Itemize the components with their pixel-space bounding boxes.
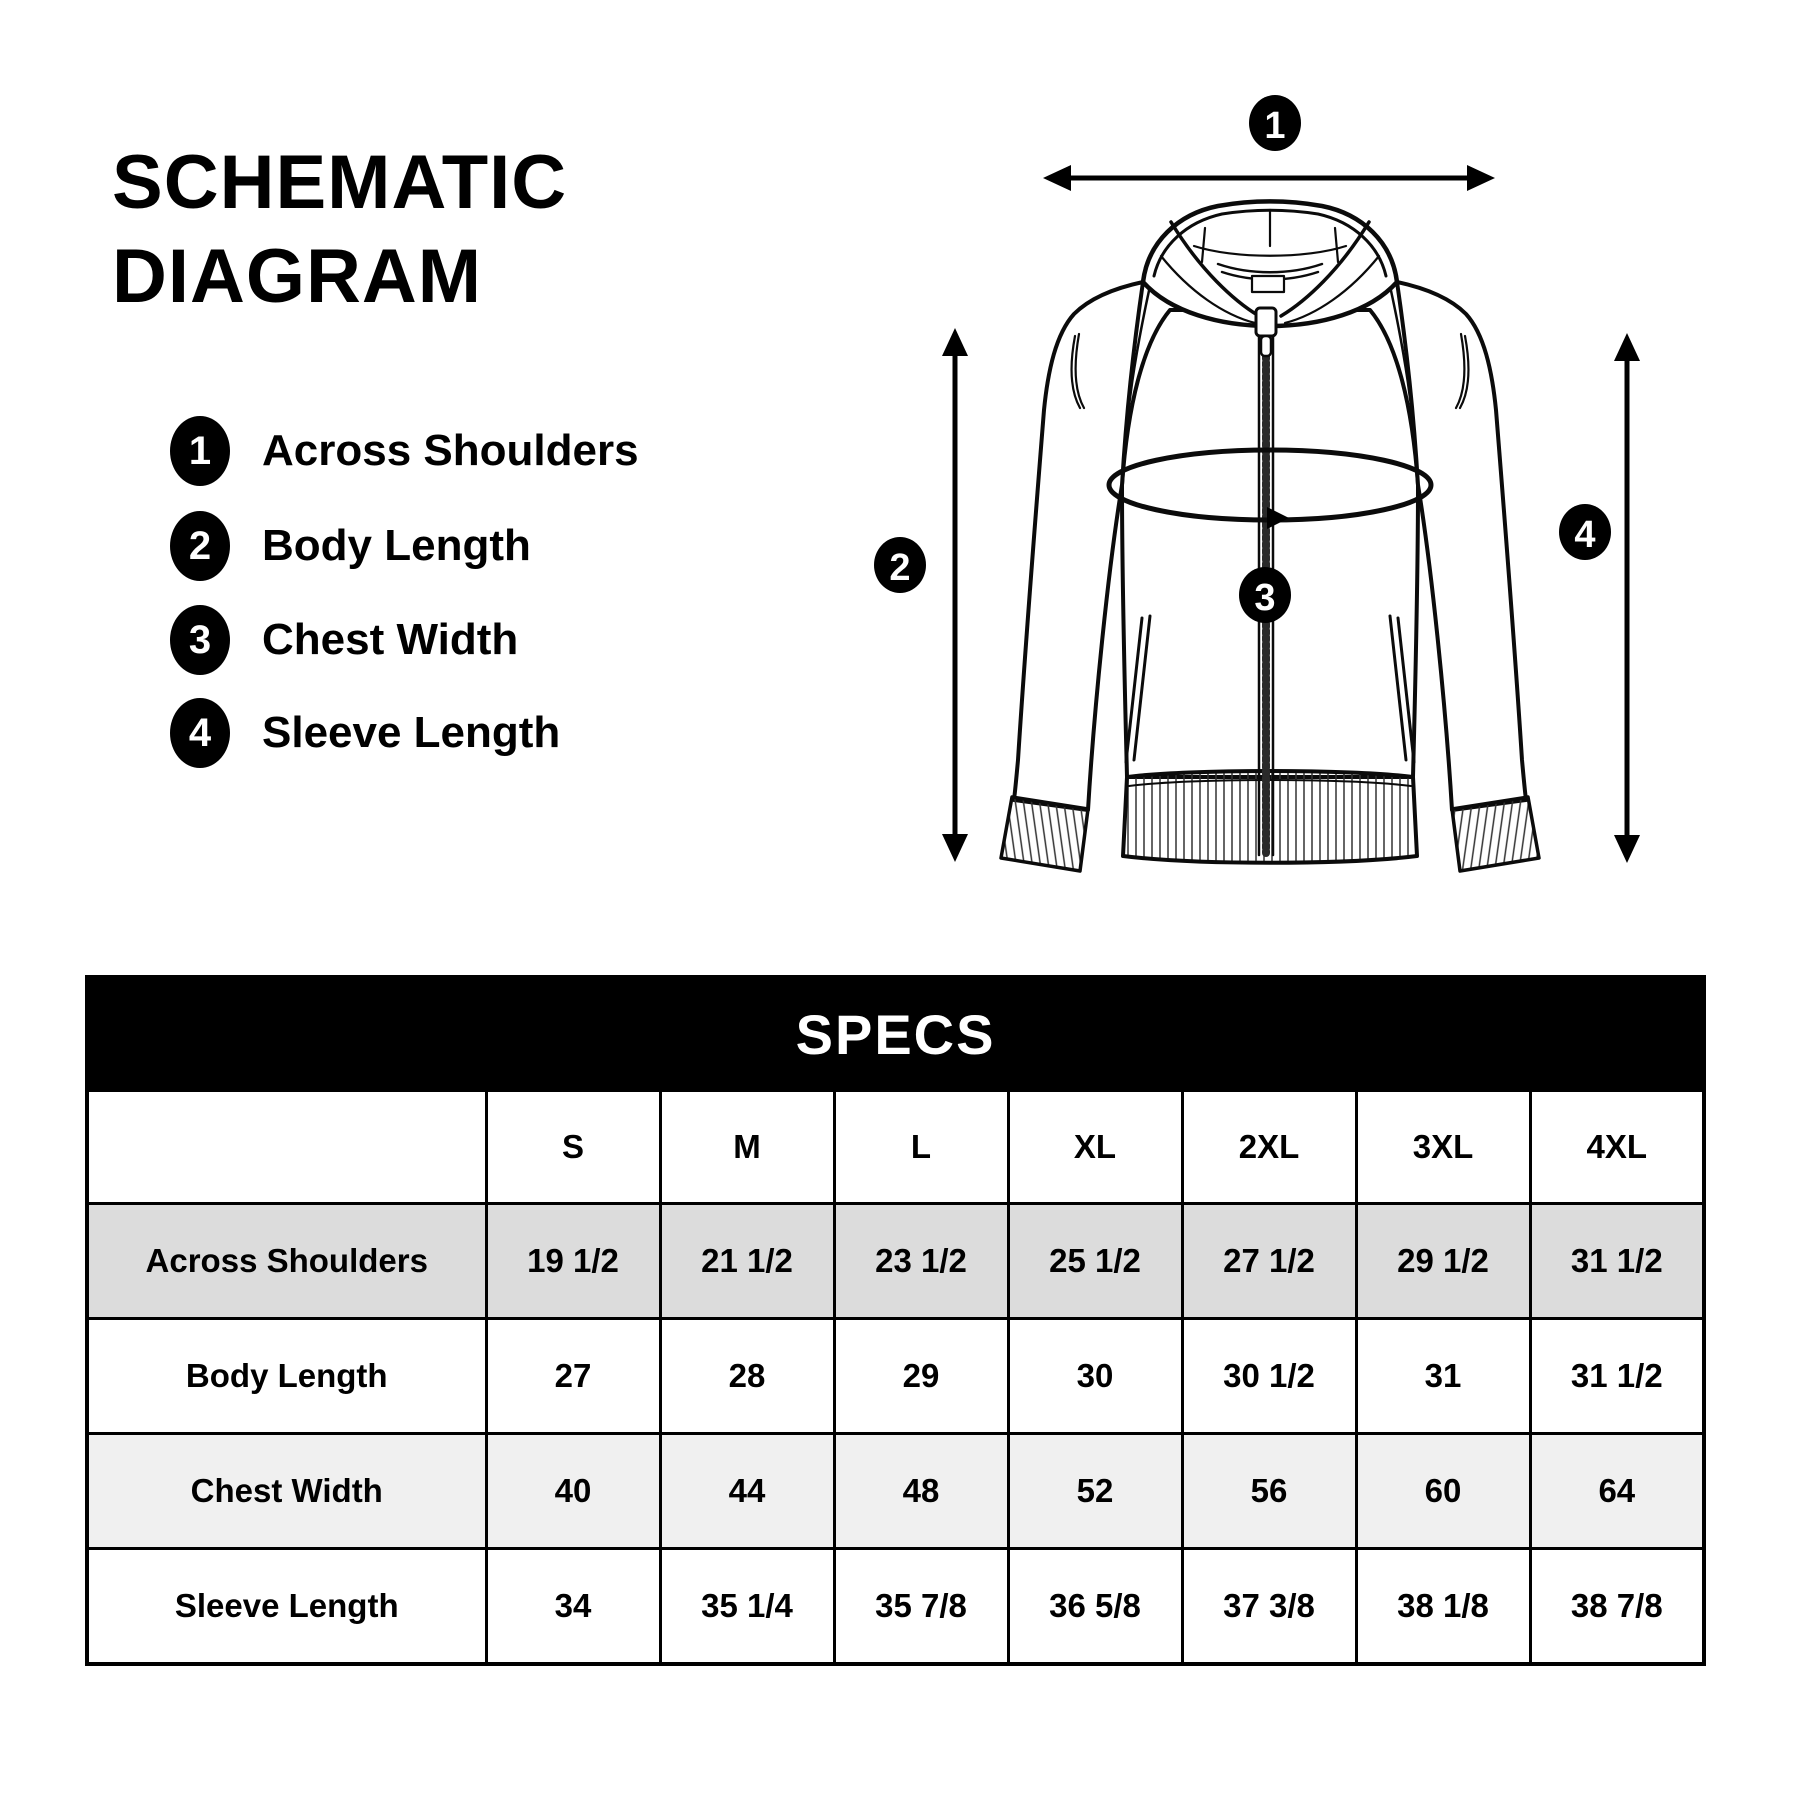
spec-value: 35 1/4 <box>660 1549 834 1665</box>
spec-value: 19 1/2 <box>486 1204 660 1319</box>
spec-value: 44 <box>660 1434 834 1549</box>
marker-3-icon: 3 <box>170 605 230 675</box>
spec-value: 30 1/2 <box>1182 1319 1356 1434</box>
page-title-line2: DIAGRAM <box>112 234 483 319</box>
size-col-header-2xl: 2XL <box>1182 1091 1356 1204</box>
legend-label: Body Length <box>262 521 531 570</box>
marker-2-icon: 2 <box>170 511 230 581</box>
spec-value: 29 <box>834 1319 1008 1434</box>
hoodie-illustration <box>1001 202 1539 872</box>
legend-item-chest-width <box>170 605 518 675</box>
size-col-header-xl: XL <box>1008 1091 1182 1204</box>
cuff-left <box>1001 797 1088 871</box>
spec-label: Across Shoulders <box>87 1204 486 1319</box>
spec-value: 35 7/8 <box>834 1549 1008 1665</box>
spec-value: 60 <box>1356 1434 1530 1549</box>
specs-title: SPECS <box>87 977 1704 1091</box>
legend-label: Across Shoulders <box>262 426 639 475</box>
neck-tag <box>1252 276 1284 292</box>
size-header-row <box>87 1091 1704 1204</box>
spec-value: 56 <box>1182 1434 1356 1549</box>
spec-value: 36 5/8 <box>1008 1549 1182 1665</box>
spec-value: 25 1/2 <box>1008 1204 1182 1319</box>
size-col-header-3xl: 3XL <box>1356 1091 1530 1204</box>
marker-4-icon <box>1559 504 1611 560</box>
spec-value: 40 <box>486 1434 660 1549</box>
spec-row-chest-width <box>87 1434 1704 1549</box>
marker-4-number: 4 <box>1574 514 1596 556</box>
marker-4-icon: 4 <box>170 698 230 768</box>
legend-item-across-shoulders <box>170 416 639 486</box>
spec-value: 31 1/2 <box>1530 1204 1704 1319</box>
legend-label: Sleeve Length <box>262 708 561 757</box>
spec-row-sleeve-length <box>87 1549 1704 1665</box>
spec-value: 64 <box>1530 1434 1704 1549</box>
spec-value: 31 1/2 <box>1530 1319 1704 1434</box>
marker-1-icon <box>1249 95 1301 151</box>
sleeve-length-arrow <box>1614 333 1640 863</box>
zipper-slider <box>1256 308 1276 336</box>
legend-label: Chest Width <box>262 615 519 664</box>
cuff-right <box>1452 797 1539 871</box>
marker-2-number: 2 <box>889 547 911 589</box>
hoodie-schematic-svg <box>860 70 1700 930</box>
spec-value: 48 <box>834 1434 1008 1549</box>
page-title <box>112 136 567 324</box>
spec-label: Body Length <box>87 1319 486 1434</box>
spec-value: 27 1/2 <box>1182 1204 1356 1319</box>
spec-value: 38 1/8 <box>1356 1549 1530 1665</box>
body-length-arrow <box>942 328 968 862</box>
size-col-header-4xl: 4XL <box>1530 1091 1704 1204</box>
specs-table <box>85 975 1706 1666</box>
spec-value: 27 <box>486 1319 660 1434</box>
spec-label: Chest Width <box>87 1434 486 1549</box>
size-col-header-l: L <box>834 1091 1008 1204</box>
spec-row-across-shoulders <box>87 1204 1704 1319</box>
specs-title-row <box>87 977 1704 1091</box>
spec-value: 38 7/8 <box>1530 1549 1704 1665</box>
spec-value: 28 <box>660 1319 834 1434</box>
spec-value: 29 1/2 <box>1356 1204 1530 1319</box>
marker-3-icon <box>1239 567 1291 623</box>
spec-value: 31 <box>1356 1319 1530 1434</box>
marker-1-number: 1 <box>1264 105 1286 147</box>
across-shoulders-arrow <box>1043 165 1495 191</box>
marker-1-icon: 1 <box>170 416 230 486</box>
size-col-header-s: S <box>486 1091 660 1204</box>
spec-value: 23 1/2 <box>834 1204 1008 1319</box>
spec-value: 34 <box>486 1549 660 1665</box>
corner-cell <box>87 1091 486 1204</box>
spec-row-body-length <box>87 1319 1704 1434</box>
spec-value: 21 1/2 <box>660 1204 834 1319</box>
marker-2-icon <box>874 537 926 593</box>
marker-3-number: 3 <box>1254 577 1276 619</box>
page-title-line1: SCHEMATIC <box>112 140 568 225</box>
legend-item-body-length <box>170 511 531 581</box>
legend-item-sleeve-length <box>170 698 560 768</box>
spec-label: Sleeve Length <box>87 1549 486 1665</box>
spec-value: 37 3/8 <box>1182 1549 1356 1665</box>
spec-value: 30 <box>1008 1319 1182 1434</box>
size-col-header-m: M <box>660 1091 834 1204</box>
spec-value: 52 <box>1008 1434 1182 1549</box>
zipper-pull <box>1261 336 1271 356</box>
